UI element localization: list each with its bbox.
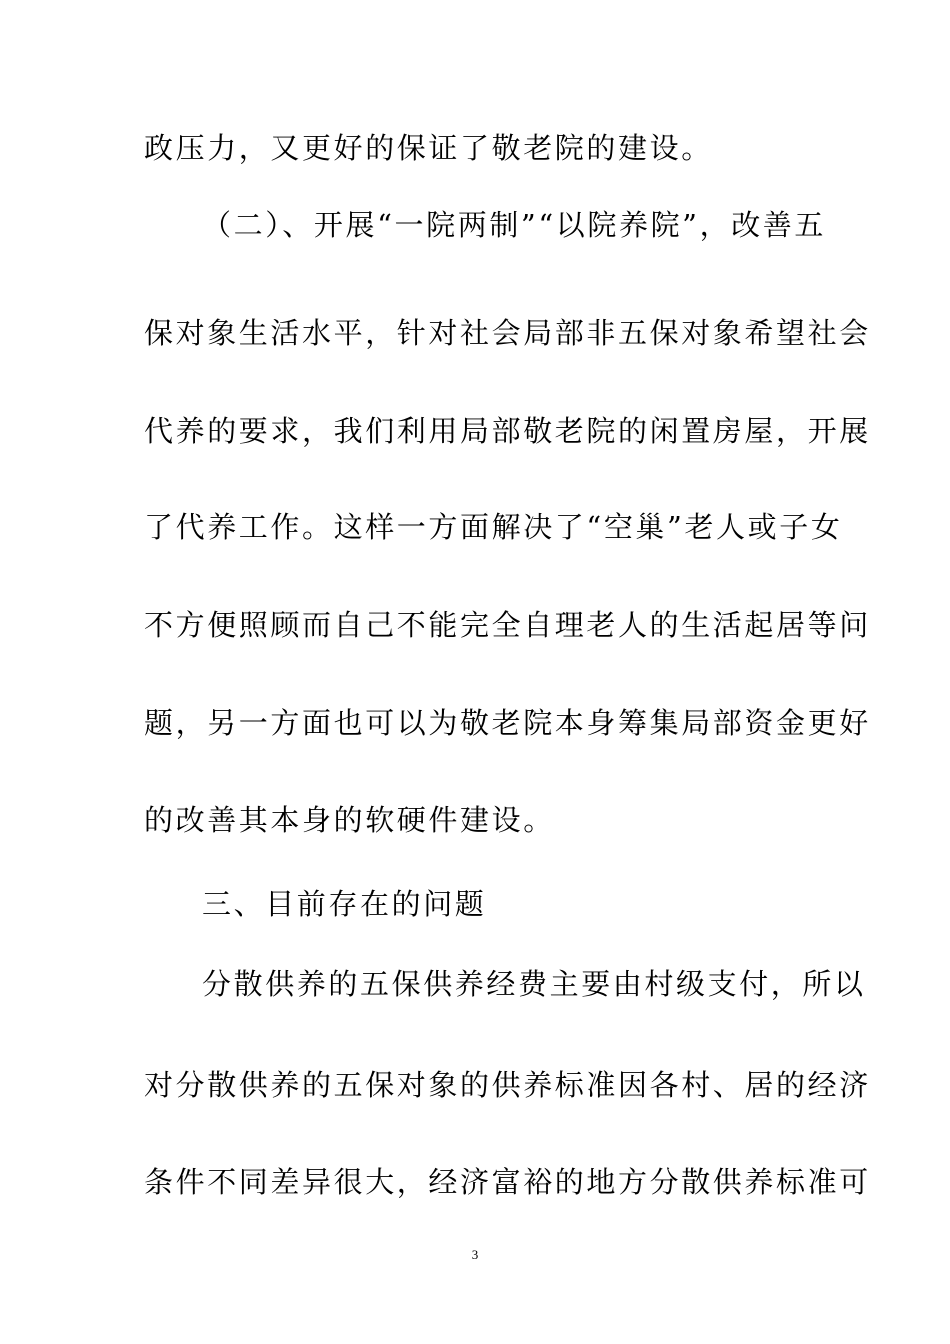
text-line: 题，另一方面也可以为敬老院本身筹集局部资金更好	[144, 706, 871, 740]
page-number: 3	[471, 1247, 479, 1262]
text-line: 了代养工作。这样一方面解决了“空巢”老人或子女	[144, 510, 843, 544]
text-line: 政压力，又更好的保证了敬老院的建设。	[144, 131, 713, 165]
text-line: 的改善其本身的软硬件建设。	[144, 803, 555, 837]
text-line: 分散供养的五保供养经费主要由村级支付，所以	[202, 967, 866, 1001]
text-line: （二）、开展“一院两制”“以院养院”，改善五	[202, 208, 827, 242]
text-line: 对分散供养的五保对象的供养标准因各村、居的经济	[144, 1068, 871, 1102]
text-line: 条件不同差异很大，经济富裕的地方分散供养标准可	[144, 1165, 871, 1199]
text-line: 不方便照顾而自己不能完全自理老人的生活起居等问	[144, 608, 871, 642]
text-line: 代养的要求，我们利用局部敬老院的闲置房屋，开展	[144, 414, 871, 448]
text-line: 保对象生活水平，针对社会局部非五保对象希望社会	[144, 316, 871, 350]
section-heading: 三、目前存在的问题	[202, 887, 487, 921]
